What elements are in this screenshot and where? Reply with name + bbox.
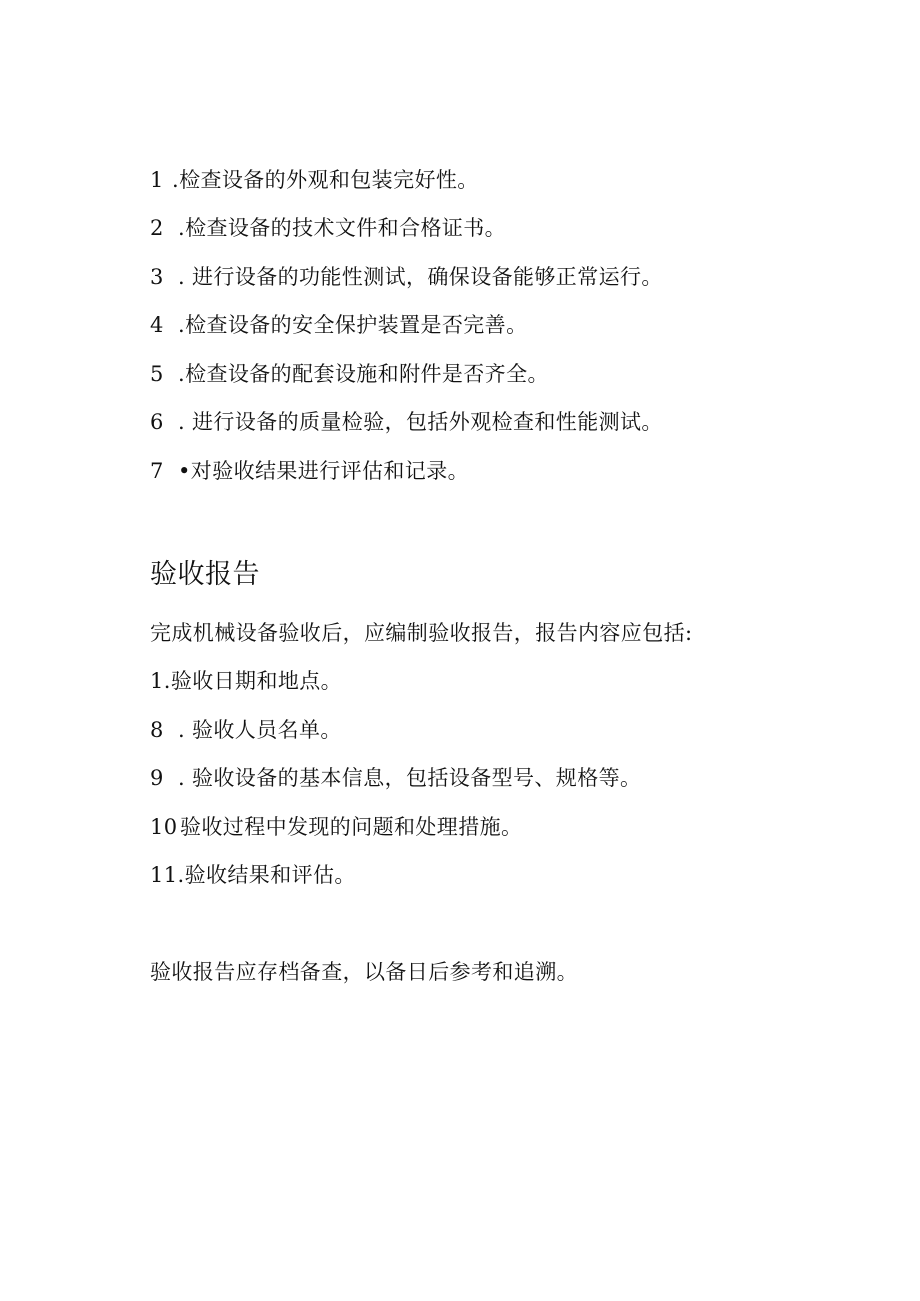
step-item — [150, 360, 549, 388]
section-heading: 验收报告 — [150, 559, 260, 590]
step-item — [150, 457, 469, 485]
step-item — [150, 214, 506, 242]
step-item — [150, 166, 479, 194]
report-item — [150, 861, 356, 889]
report-item — [150, 813, 522, 841]
report-item-text: 验收设备的基本信息，包括设备型号、规格等。 — [192, 766, 642, 790]
step-separator: . — [178, 265, 186, 289]
step-number: 5 — [150, 362, 164, 386]
closing-note: 验收报告应存档备查，以备日后参考和追溯。 — [150, 960, 578, 984]
step-text: 对验收结果进行评估和记录。 — [190, 459, 469, 483]
step-separator: . — [178, 216, 186, 240]
step-number: 6 — [150, 410, 164, 434]
step-text: 进行设备的功能性测试，确保设备能够正常运行。 — [192, 265, 663, 289]
step-number: 4 — [150, 313, 164, 337]
step-number: 2 — [150, 216, 164, 240]
step-item — [150, 263, 663, 291]
step-number: 3 — [150, 265, 164, 289]
step-number: 1 — [150, 168, 164, 192]
report-item — [150, 764, 641, 792]
step-separator: • — [178, 459, 191, 483]
step-separator: . — [172, 168, 180, 192]
step-separator: . — [178, 313, 186, 337]
report-item — [150, 716, 342, 744]
report-item-number: 1. — [150, 669, 171, 693]
step-text: 进行设备的质量检验，包括外观检查和性能测试。 — [192, 410, 663, 434]
report-item-number: 8 — [150, 718, 164, 742]
report-item-separator: . — [178, 766, 186, 790]
report-item-number: 11. — [150, 863, 185, 887]
step-separator: . — [178, 362, 186, 386]
step-text: 检查设备的安全保护装置是否完善。 — [185, 313, 528, 337]
report-item-number: 10 — [150, 815, 178, 839]
section-intro: 完成机械设备验收后，应编制验收报告，报告内容应包括: — [150, 621, 693, 645]
report-item-text: 验收日期和地点。 — [170, 669, 343, 693]
step-item — [150, 408, 663, 436]
report-item — [150, 667, 342, 695]
step-separator: . — [178, 410, 186, 434]
report-item-text: 验收过程中发现的问题和处理措施。 — [180, 815, 523, 839]
step-text: 检查设备的外观和包装完好性。 — [179, 168, 479, 192]
step-text: 检查设备的配套设施和附件是否齐全。 — [185, 362, 549, 386]
report-item-text: 验收结果和评估。 — [184, 863, 356, 887]
report-item-separator: . — [178, 718, 186, 742]
report-item-number: 9 — [150, 766, 164, 790]
report-item-text: 验收人员名单。 — [192, 718, 342, 742]
step-number: 7 — [150, 459, 164, 483]
step-item — [150, 311, 527, 339]
step-text: 检查设备的技术文件和合格证书。 — [185, 216, 507, 240]
